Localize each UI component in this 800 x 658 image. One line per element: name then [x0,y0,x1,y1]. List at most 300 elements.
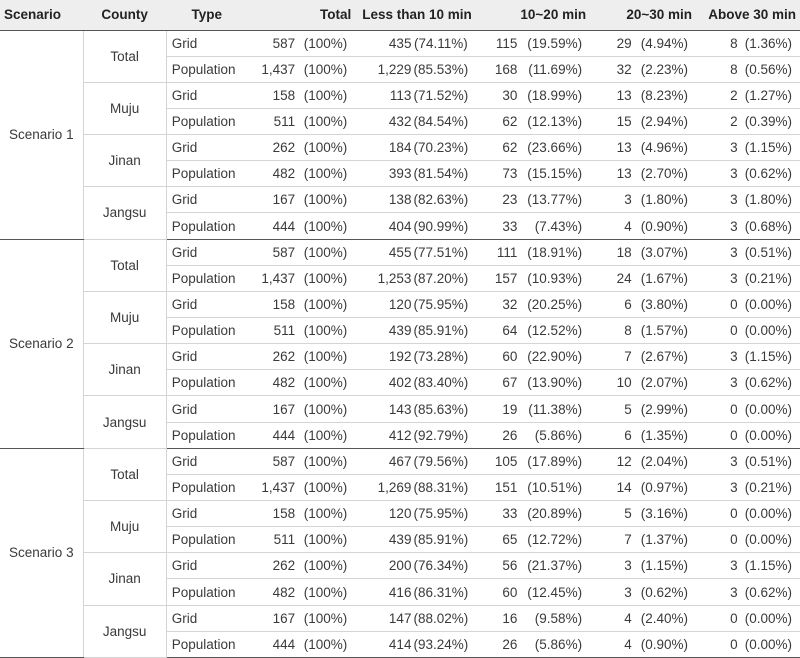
header-row [0,0,800,30]
count-cell: 3 [590,579,634,605]
percent-cell: (88.02%) [413,605,475,631]
county-label: Total [83,448,166,500]
percent-cell: (85.53%) [413,56,475,82]
count-cell: 120 [355,291,413,317]
percent-cell: (0.00%) [740,631,800,657]
county-label: Muju [83,501,166,553]
percent-cell: (70.23%) [413,135,475,161]
count-cell: 1,269 [355,474,413,500]
county-label: Jinan [83,344,166,396]
percent-cell: (1.15%) [740,553,800,579]
count-cell: 3 [696,187,740,213]
percent-cell: (4.96%) [634,135,696,161]
type-cell: Population [166,56,247,82]
percent-cell: (100%) [297,30,355,56]
percent-cell: (100%) [297,82,355,108]
percent-cell: (22.90%) [519,344,590,370]
count-cell: 3 [696,239,740,265]
percent-cell: (2.23%) [634,56,696,82]
percent-cell: (13.77%) [519,187,590,213]
header-20-30: 20~30 min [590,0,696,30]
percent-cell: (1.57%) [634,318,696,344]
count-cell: 184 [355,135,413,161]
count-cell: 2 [696,108,740,134]
count-cell: 138 [355,187,413,213]
type-cell: Population [166,631,247,657]
count-cell: 1,229 [355,56,413,82]
percent-cell: (13.90%) [519,370,590,396]
count-cell: 0 [696,631,740,657]
count-cell: 60 [476,344,520,370]
percent-cell: (100%) [297,474,355,500]
count-cell: 13 [590,135,634,161]
count-cell: 1,437 [247,474,297,500]
count-cell: 0 [696,527,740,553]
count-cell: 14 [590,474,634,500]
percent-cell: (3.16%) [634,501,696,527]
header-above-30: Above 30 min [696,0,800,30]
count-cell: 0 [696,605,740,631]
percent-cell: (100%) [297,239,355,265]
count-cell: 435 [355,30,413,56]
type-cell: Grid [166,344,247,370]
percent-cell: (2.99%) [634,396,696,422]
percent-cell: (88.31%) [413,474,475,500]
type-cell: Grid [166,30,247,56]
percent-cell: (3.80%) [634,291,696,317]
percent-cell: (1.15%) [634,553,696,579]
percent-cell: (75.95%) [413,501,475,527]
count-cell: 151 [476,474,520,500]
header-less-than-10: Less than 10 min [355,0,476,30]
count-cell: 262 [247,553,297,579]
count-cell: 105 [476,448,520,474]
count-cell: 467 [355,448,413,474]
count-cell: 158 [247,82,297,108]
county-label: Jangsu [83,605,166,657]
percent-cell: (86.31%) [413,579,475,605]
percent-cell: (0.00%) [740,605,800,631]
percent-cell: (2.67%) [634,344,696,370]
count-cell: 111 [476,239,520,265]
count-cell: 432 [355,108,413,134]
percent-cell: (0.90%) [634,213,696,239]
percent-cell: (21.37%) [519,553,590,579]
percent-cell: (12.52%) [519,318,590,344]
type-cell: Population [166,474,247,500]
count-cell: 393 [355,161,413,187]
percent-cell: (87.20%) [413,265,475,291]
count-cell: 0 [696,291,740,317]
count-cell: 32 [590,56,634,82]
percent-cell: (0.51%) [740,448,800,474]
percent-cell: (100%) [297,291,355,317]
percent-cell: (4.94%) [634,30,696,56]
count-cell: 13 [590,161,634,187]
percent-cell: (84.54%) [413,108,475,134]
count-cell: 439 [355,318,413,344]
count-cell: 7 [590,527,634,553]
count-cell: 67 [476,370,520,396]
percent-cell: (0.00%) [740,527,800,553]
count-cell: 10 [590,370,634,396]
count-cell: 4 [590,631,634,657]
table-row [0,344,800,370]
count-cell: 15 [590,108,634,134]
header-scenario: Scenario [0,0,83,30]
count-cell: 444 [247,631,297,657]
type-cell: Population [166,527,247,553]
count-cell: 511 [247,318,297,344]
count-cell: 19 [476,396,520,422]
percent-cell: (0.62%) [634,579,696,605]
count-cell: 12 [590,448,634,474]
county-label: Total [83,30,166,82]
percent-cell: (1.15%) [740,135,800,161]
count-cell: 262 [247,135,297,161]
percent-cell: (0.00%) [740,422,800,448]
scenario-label: Scenario 3 [0,448,83,657]
percent-cell: (8.23%) [634,82,696,108]
percent-cell: (75.95%) [413,291,475,317]
count-cell: 18 [590,239,634,265]
percent-cell: (2.70%) [634,161,696,187]
percent-cell: (0.90%) [634,631,696,657]
count-cell: 482 [247,579,297,605]
percent-cell: (0.39%) [740,108,800,134]
count-cell: 3 [590,553,634,579]
percent-cell: (1.80%) [740,187,800,213]
count-cell: 4 [590,605,634,631]
count-cell: 439 [355,527,413,553]
percent-cell: (10.93%) [519,265,590,291]
count-cell: 33 [476,501,520,527]
percent-cell: (82.63%) [413,187,475,213]
percent-cell: (0.62%) [740,579,800,605]
count-cell: 200 [355,553,413,579]
percent-cell: (100%) [297,265,355,291]
county-label: Jangsu [83,187,166,239]
percent-cell: (5.86%) [519,631,590,657]
percent-cell: (100%) [297,422,355,448]
percent-cell: (10.51%) [519,474,590,500]
count-cell: 3 [696,370,740,396]
percent-cell: (83.40%) [413,370,475,396]
percent-cell: (100%) [297,344,355,370]
percent-cell: (100%) [297,187,355,213]
percent-cell: (0.68%) [740,213,800,239]
count-cell: 5 [590,501,634,527]
county-label: Jangsu [83,396,166,448]
count-cell: 4 [590,213,634,239]
count-cell: 7 [590,344,634,370]
count-cell: 444 [247,422,297,448]
count-cell: 587 [247,239,297,265]
type-cell: Grid [166,501,247,527]
type-cell: Population [166,370,247,396]
count-cell: 0 [696,318,740,344]
count-cell: 143 [355,396,413,422]
percent-cell: (0.62%) [740,370,800,396]
percent-cell: (1.37%) [634,527,696,553]
count-cell: 0 [696,422,740,448]
count-cell: 3 [696,161,740,187]
percent-cell: (0.51%) [740,239,800,265]
type-cell: Grid [166,605,247,631]
count-cell: 412 [355,422,413,448]
table-row [0,448,800,474]
percent-cell: (23.66%) [519,135,590,161]
percent-cell: (100%) [297,631,355,657]
percent-cell: (0.97%) [634,474,696,500]
percent-cell: (5.86%) [519,422,590,448]
percent-cell: (100%) [297,553,355,579]
count-cell: 32 [476,291,520,317]
count-cell: 6 [590,422,634,448]
type-cell: Grid [166,82,247,108]
percent-cell: (100%) [297,370,355,396]
count-cell: 3 [696,135,740,161]
percent-cell: (92.79%) [413,422,475,448]
count-cell: 0 [696,396,740,422]
count-cell: 1,437 [247,265,297,291]
percent-cell: (100%) [297,108,355,134]
percent-cell: (2.94%) [634,108,696,134]
percent-cell: (100%) [297,579,355,605]
header-10-20: 10~20 min [476,0,590,30]
count-cell: 482 [247,370,297,396]
count-cell: 587 [247,30,297,56]
county-label: Muju [83,82,166,134]
table-row [0,501,800,527]
percent-cell: (85.63%) [413,396,475,422]
percent-cell: (11.69%) [519,56,590,82]
percent-cell: (1.27%) [740,82,800,108]
percent-cell: (0.62%) [740,161,800,187]
percent-cell: (100%) [297,501,355,527]
county-label: Total [83,239,166,291]
count-cell: 29 [590,30,634,56]
percent-cell: (100%) [297,448,355,474]
percent-cell: (100%) [297,527,355,553]
type-cell: Grid [166,187,247,213]
percent-cell: (76.34%) [413,553,475,579]
percent-cell: (12.45%) [519,579,590,605]
count-cell: 157 [476,265,520,291]
count-cell: 73 [476,161,520,187]
header-type: Type [166,0,247,30]
percent-cell: (93.24%) [413,631,475,657]
table-row [0,396,800,422]
count-cell: 26 [476,631,520,657]
count-cell: 587 [247,448,297,474]
scenario-label: Scenario 1 [0,30,83,239]
percent-cell: (85.91%) [413,318,475,344]
percent-cell: (74.11%) [413,30,475,56]
count-cell: 3 [590,187,634,213]
count-cell: 414 [355,631,413,657]
count-cell: 416 [355,579,413,605]
table-body [0,30,800,657]
percent-cell: (12.13%) [519,108,590,134]
county-label: Jinan [83,553,166,605]
table-row [0,553,800,579]
count-cell: 62 [476,108,520,134]
type-cell: Population [166,579,247,605]
count-cell: 262 [247,344,297,370]
count-cell: 8 [696,30,740,56]
table-row [0,135,800,161]
scenario-label: Scenario 2 [0,239,83,448]
percent-cell: (19.59%) [519,30,590,56]
type-cell: Population [166,318,247,344]
percent-cell: (77.51%) [413,239,475,265]
count-cell: 56 [476,553,520,579]
count-cell: 158 [247,501,297,527]
percent-cell: (12.72%) [519,527,590,553]
header-county: County [83,0,166,30]
type-cell: Population [166,422,247,448]
percent-cell: (1.36%) [740,30,800,56]
percent-cell: (0.56%) [740,56,800,82]
percent-cell: (0.00%) [740,291,800,317]
percent-cell: (71.52%) [413,82,475,108]
count-cell: 482 [247,161,297,187]
count-cell: 455 [355,239,413,265]
percent-cell: (18.99%) [519,82,590,108]
count-cell: 3 [696,553,740,579]
county-label: Muju [83,291,166,343]
count-cell: 3 [696,579,740,605]
count-cell: 64 [476,318,520,344]
county-label: Jinan [83,135,166,187]
table-row [0,605,800,631]
count-cell: 3 [696,265,740,291]
count-cell: 167 [247,396,297,422]
percent-cell: (0.21%) [740,265,800,291]
count-cell: 115 [476,30,520,56]
count-cell: 2 [696,82,740,108]
count-cell: 26 [476,422,520,448]
percent-cell: (100%) [297,56,355,82]
count-cell: 24 [590,265,634,291]
type-cell: Grid [166,135,247,161]
type-cell: Grid [166,448,247,474]
type-cell: Population [166,213,247,239]
count-cell: 167 [247,605,297,631]
count-cell: 23 [476,187,520,213]
count-cell: 404 [355,213,413,239]
percent-cell: (2.04%) [634,448,696,474]
count-cell: 33 [476,213,520,239]
count-cell: 3 [696,344,740,370]
percent-cell: (9.58%) [519,605,590,631]
count-cell: 8 [696,56,740,82]
count-cell: 511 [247,527,297,553]
count-cell: 60 [476,579,520,605]
count-cell: 3 [696,213,740,239]
percent-cell: (1.35%) [634,422,696,448]
percent-cell: (90.99%) [413,213,475,239]
percent-cell: (1.67%) [634,265,696,291]
count-cell: 16 [476,605,520,631]
percent-cell: (15.15%) [519,161,590,187]
count-cell: 168 [476,56,520,82]
count-cell: 1,253 [355,265,413,291]
percent-cell: (7.43%) [519,213,590,239]
percent-cell: (0.00%) [740,318,800,344]
percent-cell: (18.91%) [519,239,590,265]
percent-cell: (100%) [297,135,355,161]
count-cell: 167 [247,187,297,213]
percent-cell: (81.54%) [413,161,475,187]
count-cell: 402 [355,370,413,396]
count-cell: 8 [590,318,634,344]
type-cell: Grid [166,291,247,317]
type-cell: Grid [166,553,247,579]
percent-cell: (0.21%) [740,474,800,500]
count-cell: 13 [590,82,634,108]
percent-cell: (20.89%) [519,501,590,527]
type-cell: Grid [166,239,247,265]
table-row [0,187,800,213]
table-row [0,82,800,108]
percent-cell: (20.25%) [519,291,590,317]
percent-cell: (1.80%) [634,187,696,213]
count-cell: 0 [696,501,740,527]
percent-cell: (100%) [297,161,355,187]
percent-cell: (2.40%) [634,605,696,631]
type-cell: Grid [166,396,247,422]
percent-cell: (79.56%) [413,448,475,474]
table-row [0,30,800,56]
percent-cell: (11.38%) [519,396,590,422]
count-cell: 158 [247,291,297,317]
header-total: Total [247,0,355,30]
percent-cell: (0.00%) [740,501,800,527]
count-cell: 3 [696,474,740,500]
table-row [0,239,800,265]
count-cell: 62 [476,135,520,161]
percent-cell: (100%) [297,396,355,422]
type-cell: Population [166,265,247,291]
percent-cell: (17.89%) [519,448,590,474]
table-row [0,291,800,317]
percent-cell: (3.07%) [634,239,696,265]
count-cell: 511 [247,108,297,134]
count-cell: 120 [355,501,413,527]
percent-cell: (0.00%) [740,396,800,422]
count-cell: 30 [476,82,520,108]
percent-cell: (85.91%) [413,527,475,553]
count-cell: 113 [355,82,413,108]
type-cell: Population [166,108,247,134]
count-cell: 192 [355,344,413,370]
percent-cell: (73.28%) [413,344,475,370]
count-cell: 65 [476,527,520,553]
count-cell: 147 [355,605,413,631]
percent-cell: (1.15%) [740,344,800,370]
count-cell: 444 [247,213,297,239]
count-cell: 1,437 [247,56,297,82]
count-cell: 3 [696,448,740,474]
percent-cell: (100%) [297,318,355,344]
count-cell: 5 [590,396,634,422]
type-cell: Population [166,161,247,187]
count-cell: 6 [590,291,634,317]
percent-cell: (100%) [297,605,355,631]
percent-cell: (2.07%) [634,370,696,396]
